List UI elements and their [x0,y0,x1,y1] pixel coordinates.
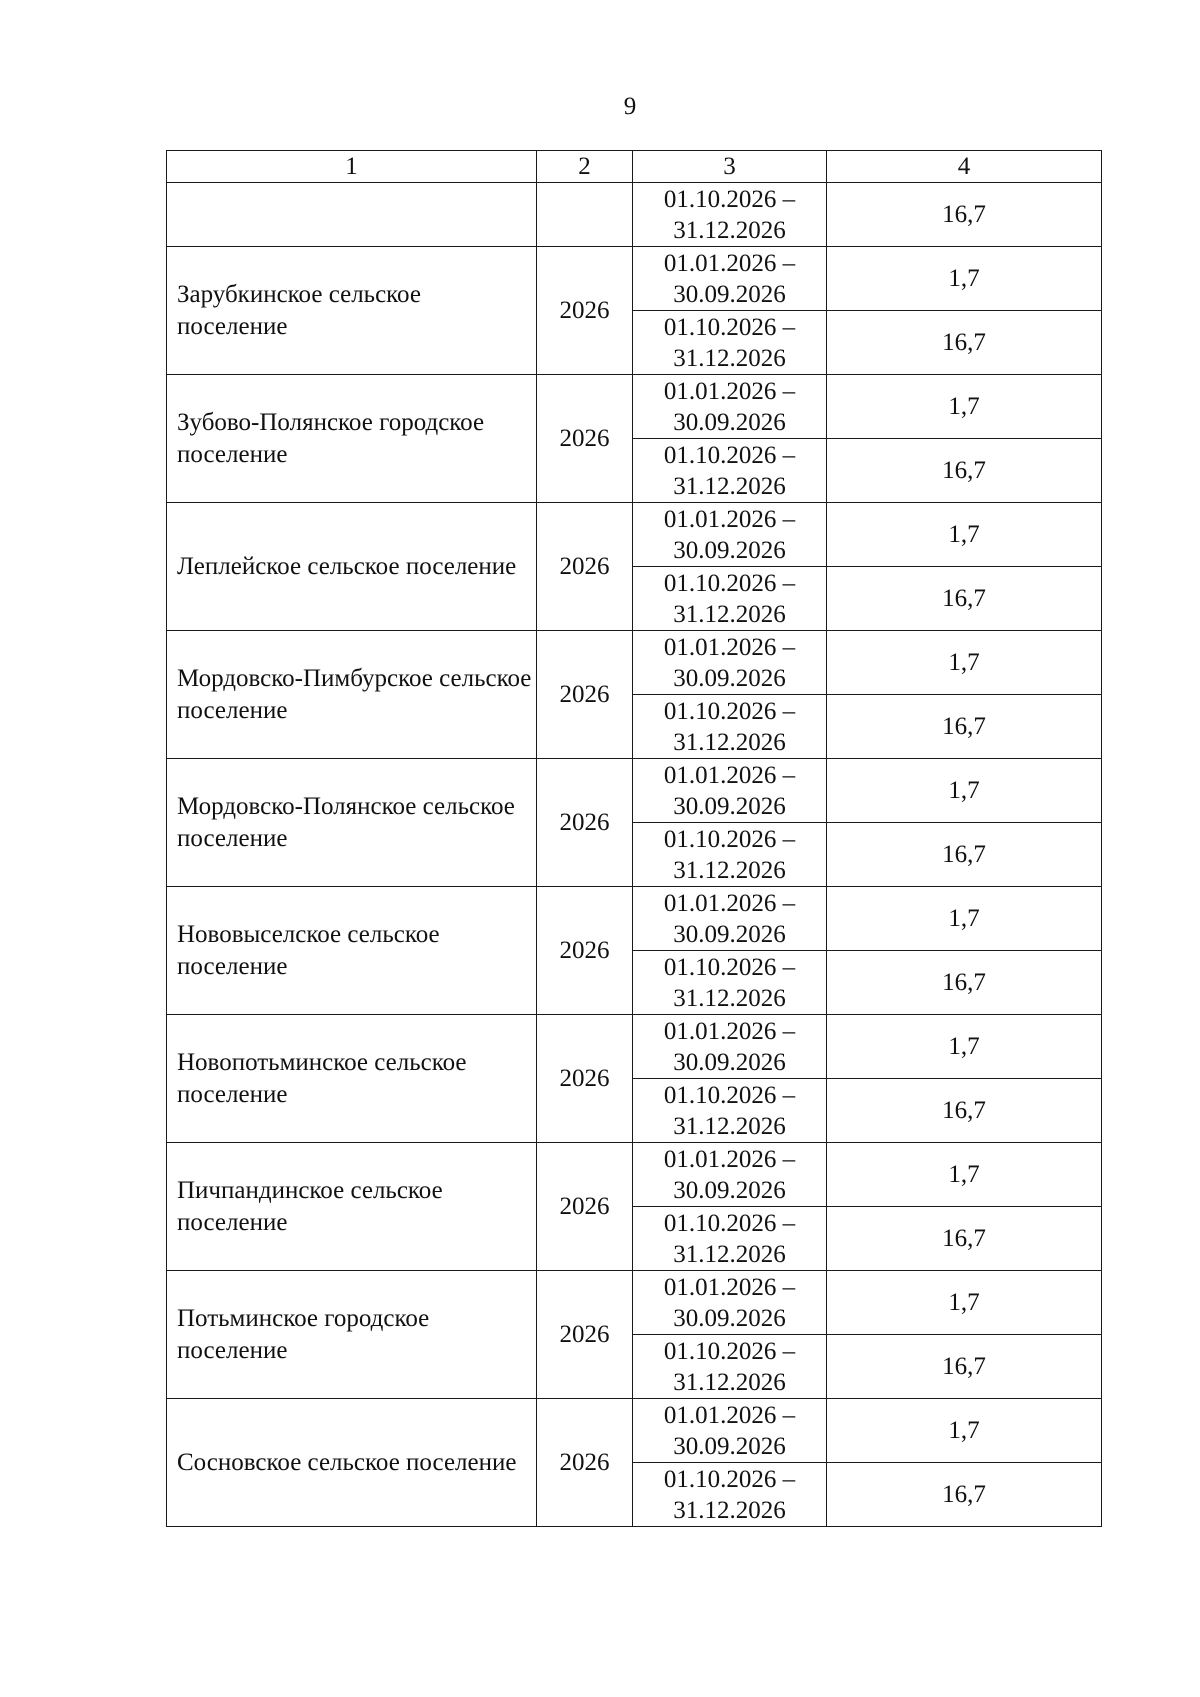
settlement-row [167,887,1102,951]
period-end: 30.09.2026 [673,536,786,564]
period-start: 01.10.2026 – [663,313,796,341]
rate-value: 16,7 [827,183,1102,247]
period-cell [633,1463,827,1527]
period-cell [633,183,827,247]
continuation-row [167,183,1102,247]
period-end: 30.09.2026 [673,1176,786,1204]
settlement-year: 2026 [537,247,633,375]
settlement-row [167,1271,1102,1335]
period-start: 01.10.2026 – [663,1209,796,1237]
period-start: 01.01.2026 – [663,249,796,277]
settlement-name: Нововыселское сельское поселение [167,887,537,1015]
period-start: 01.10.2026 – [663,697,796,725]
period-start: 01.01.2026 – [663,1401,796,1429]
period-cell [633,759,827,823]
period-cell [633,951,827,1015]
period-cell [633,1399,827,1463]
rate-value: 16,7 [827,1463,1102,1527]
period-end: 30.09.2026 [673,408,786,436]
period-end: 31.12.2026 [673,216,786,244]
period-start: 01.01.2026 – [663,1017,796,1045]
settlement-row [167,1399,1102,1463]
rate-value: 1,7 [827,759,1102,823]
rate-value: 16,7 [827,1079,1102,1143]
settlement-row [167,247,1102,311]
rate-value: 1,7 [827,503,1102,567]
settlement-name: Потьминское городское поселение [167,1271,537,1399]
period-cell [633,247,827,311]
period-cell [633,823,827,887]
rate-value: 1,7 [827,1015,1102,1079]
period-start: 01.01.2026 – [663,761,796,789]
period-end: 31.12.2026 [673,1240,786,1268]
period-start: 01.01.2026 – [663,889,796,917]
rate-value: 16,7 [827,1335,1102,1399]
period-cell [633,311,827,375]
rate-value: 16,7 [827,567,1102,631]
period-start: 01.01.2026 – [663,1145,796,1173]
period-end: 30.09.2026 [673,1048,786,1076]
period-cell [633,503,827,567]
period-end: 31.12.2026 [673,984,786,1012]
rate-value: 1,7 [827,1143,1102,1207]
header-cell-2: 2 [537,151,633,183]
settlement-row [167,1015,1102,1079]
settlement-row [167,503,1102,567]
settlement-year: 2026 [537,1271,633,1399]
period-cell [633,1143,827,1207]
period-start: 01.10.2026 – [663,569,796,597]
rate-value: 1,7 [827,247,1102,311]
settlement-name: Пичпандинское сельское поселение [167,1143,537,1271]
header-cell-4: 4 [827,151,1102,183]
settlement-name: Новопотьминское сельское поселение [167,1015,537,1143]
period-cell [633,375,827,439]
settlement-row [167,759,1102,823]
period-start: 01.10.2026 – [663,1081,796,1109]
period-end: 30.09.2026 [673,1432,786,1460]
period-end: 30.09.2026 [673,280,786,308]
settlement-name: Леплейское сельское поселение [167,503,537,631]
period-end: 31.12.2026 [673,856,786,884]
period-start: 01.10.2026 – [663,1465,796,1493]
rate-value: 1,7 [827,1271,1102,1335]
settlement-name: Зубово-Полянское городское поселение [167,375,537,503]
continuation-year-cell [537,183,633,247]
settlement-row [167,375,1102,439]
period-end: 31.12.2026 [673,1112,786,1140]
period-cell [633,1335,827,1399]
period-end: 30.09.2026 [673,1304,786,1332]
continuation-name-cell [167,183,537,247]
period-start: 01.01.2026 – [663,505,796,533]
rate-value: 1,7 [827,1399,1102,1463]
period-cell [633,695,827,759]
period-start: 01.01.2026 – [663,377,796,405]
period-cell [633,1079,827,1143]
period-cell [633,1207,827,1271]
period-cell [633,631,827,695]
rate-value: 1,7 [827,887,1102,951]
settlement-name: Мордовско-Пимбурское сельское поселение [167,631,537,759]
period-start: 01.10.2026 – [663,185,796,213]
period-start: 01.10.2026 – [663,825,796,853]
rate-value: 1,7 [827,375,1102,439]
rate-value: 16,7 [827,439,1102,503]
settlement-row [167,631,1102,695]
settlement-year: 2026 [537,759,633,887]
header-cell-1: 1 [167,151,537,183]
settlement-year: 2026 [537,1143,633,1271]
period-start: 01.10.2026 – [663,441,796,469]
settlement-year: 2026 [537,1015,633,1143]
settlement-name: Зарубкинское сельское поселение [167,247,537,375]
page-number: 9 [623,93,637,120]
period-start: 01.01.2026 – [663,633,796,661]
period-end: 31.12.2026 [673,344,786,372]
period-end: 30.09.2026 [673,920,786,948]
rate-value: 16,7 [827,823,1102,887]
settlement-name: Мордовско-Полянское сельское поселение [167,759,537,887]
rate-value: 1,7 [827,631,1102,695]
period-end: 31.12.2026 [673,1368,786,1396]
period-cell [633,887,827,951]
period-end: 31.12.2026 [673,1496,786,1524]
period-end: 30.09.2026 [673,664,786,692]
rate-value: 16,7 [827,695,1102,759]
period-start: 01.01.2026 – [663,1273,796,1301]
period-cell [633,1271,827,1335]
period-cell [633,567,827,631]
period-cell [633,439,827,503]
settlement-name: Сосновское сельское поселение [167,1399,537,1527]
settlement-year: 2026 [537,503,633,631]
rate-value: 16,7 [827,311,1102,375]
header-row [167,151,1102,183]
rates-table [166,150,1102,1527]
rate-value: 16,7 [827,1207,1102,1271]
period-start: 01.10.2026 – [663,953,796,981]
settlement-row [167,1143,1102,1207]
period-end: 31.12.2026 [673,472,786,500]
period-start: 01.10.2026 – [663,1337,796,1365]
period-end: 30.09.2026 [673,792,786,820]
rates-table-body [167,151,1102,1527]
settlement-year: 2026 [537,1399,633,1527]
period-end: 31.12.2026 [673,728,786,756]
settlement-year: 2026 [537,375,633,503]
header-cell-3: 3 [633,151,827,183]
rate-value: 16,7 [827,951,1102,1015]
settlement-year: 2026 [537,887,633,1015]
period-cell [633,1015,827,1079]
period-end: 31.12.2026 [673,600,786,628]
settlement-year: 2026 [537,631,633,759]
